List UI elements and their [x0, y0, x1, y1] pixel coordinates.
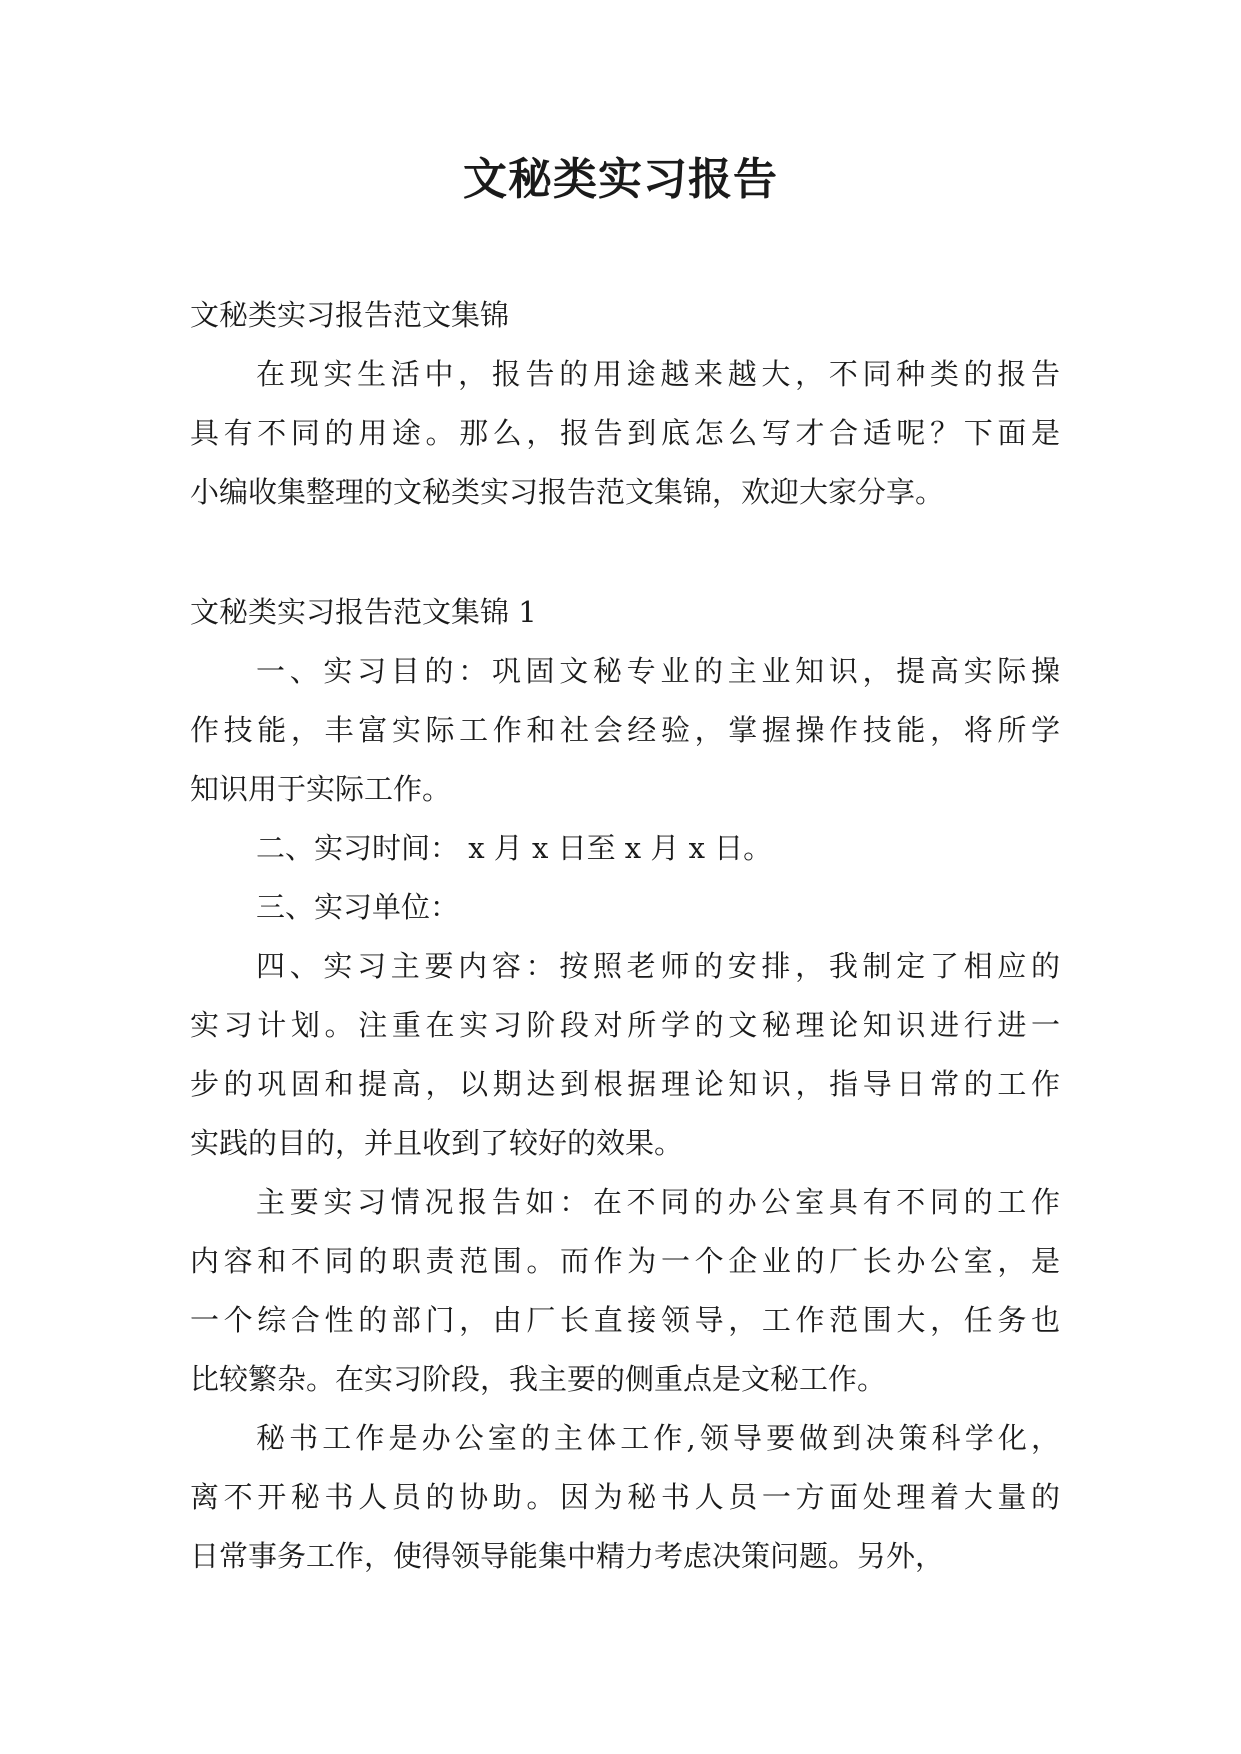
text-line: 内容和不同的职责范围。而作为一个企业的厂长办公室，是 [190, 1244, 1060, 1278]
text-line: 文秘类实习报告范文集锦 [190, 298, 510, 332]
paragraph [190, 878, 1060, 937]
text-line: 离不开秘书人员的协助。因为秘书人员一方面处理着大量的 [190, 1480, 1060, 1514]
text-line: 四、实习主要内容：按照老师的安排，我制定了相应的 [256, 949, 1060, 983]
text-line: 文秘类实习报告范文集锦 1 [190, 595, 537, 629]
text-line: 步的巩固和提高，以期达到根据理论知识，指导日常的工作 [190, 1067, 1060, 1101]
text-line: 小编收集整理的文秘类实习报告范文集锦，欢迎大家分享。 [190, 475, 945, 509]
document-title: 文秘类实习报告 [463, 154, 778, 205]
text-line: 一、实习目的：巩固文秘专业的主业知识，提高实际操 [256, 654, 1060, 688]
paragraph [190, 345, 1060, 522]
document-body [190, 286, 1060, 1586]
paragraph [190, 1173, 1060, 1409]
text-line: 在现实生活中，报告的用途越来越大，不同种类的报告 [256, 357, 1060, 391]
text-line: 三、实习单位： [256, 890, 460, 924]
paragraph [190, 642, 1060, 819]
section-heading [190, 583, 1060, 642]
text-line: 二、实习时间： x 月 x 日至 x 月 x 日。 [256, 831, 773, 865]
text-line: 一个综合性的部门，由厂长直接领导，工作范围大，任务也 [190, 1303, 1060, 1337]
text-line: 实践的目的，并且收到了较好的效果。 [190, 1126, 684, 1160]
paragraph [190, 937, 1060, 1173]
text-line: 日常事务工作，使得领导能集中精力考虑决策问题。另外， [190, 1539, 945, 1573]
section-heading [190, 286, 1060, 345]
text-line: 作技能，丰富实际工作和社会经验，掌握操作技能，将所学 [190, 713, 1060, 747]
paragraph [190, 819, 1060, 878]
text-line: 知识用于实际工作。 [190, 772, 452, 806]
text-line: 主要实习情况报告如：在不同的办公室具有不同的工作 [256, 1185, 1060, 1219]
text-line: 比较繁杂。在实习阶段，我主要的侧重点是文秘工作。 [190, 1362, 887, 1396]
section-spacer [190, 522, 1060, 583]
paragraph [190, 1409, 1060, 1586]
text-line: 实习计划。注重在实习阶段对所学的文秘理论知识进行进一 [190, 1008, 1060, 1042]
text-line: 秘书工作是办公室的主体工作,领导要做到决策科学化， [256, 1421, 1060, 1455]
text-line: 具有不同的用途。那么，报告到底怎么写才合适呢？下面是 [190, 416, 1060, 450]
